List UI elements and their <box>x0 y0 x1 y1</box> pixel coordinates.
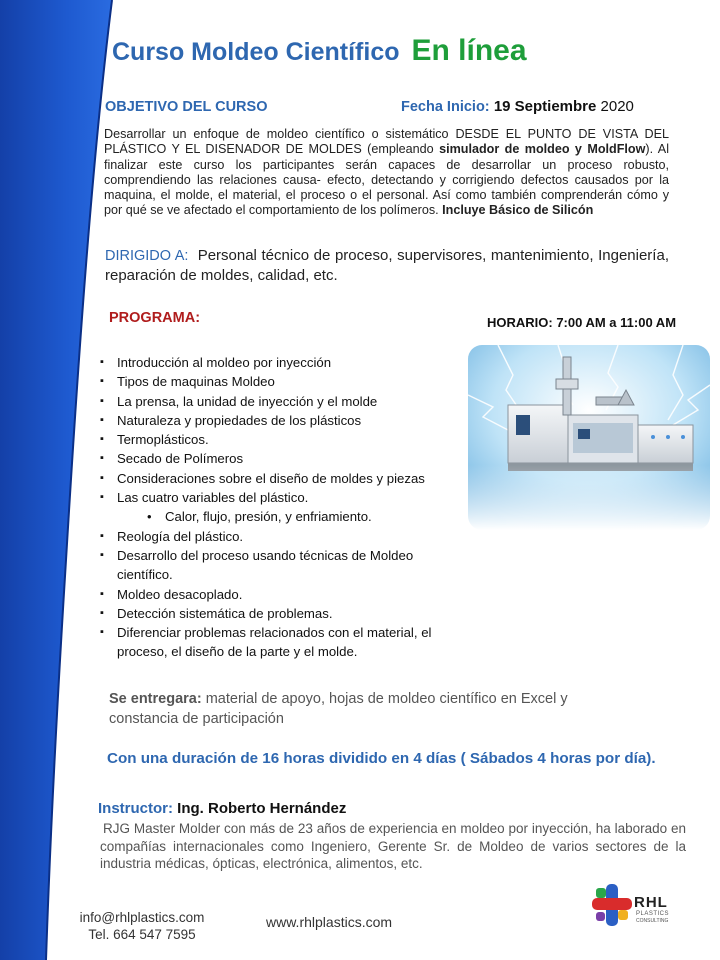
audience-label: DIRIGIDO A: <box>105 248 189 264</box>
deliverables <box>109 689 629 729</box>
program-heading: PROGRAMA: <box>109 310 201 326</box>
list-item: ▪ Introducción al moldeo por inyección <box>117 353 472 372</box>
website-link[interactable]: www.rhlplastics.com <box>266 914 393 930</box>
objective-text-part-2: ). Al finalizar este curso los participantes serán capaces de desarrollar un proceso robusto, comprendiendo las relaciones causa- efecto, detectando y corrigiendo defectos causados por la maquina, el molde, el material, el proceso o el personal. Así como también comprenderán cómo y por qué se ve afectado el comportamiento de los polímeros. <box>104 142 670 218</box>
contact-info <box>72 909 212 943</box>
objective-heading: OBJETIVO DEL CURSO <box>105 99 268 115</box>
contact-phone: Tel. 664 547 7595 <box>88 927 196 942</box>
audience-section <box>105 246 669 286</box>
deliverables-label: Se entregara: <box>109 691 202 707</box>
company-logo <box>590 882 700 932</box>
list-item: ▪ Detección sistemática de problemas. <box>117 604 472 623</box>
list-item: ▪ Las cuatro variables del plástico. <box>117 488 472 507</box>
schedule: HORARIO: 7:00 AM a 11:00 AM <box>487 315 677 330</box>
instructor-bio: RJG Master Molder con más de 23 años de experiencia en moldeo por inyección, ha laborado en compañías internacionales como Ingeniero, Gerente Sr. de Moldeo de varios sectores de la industria médicas, ópticas, electrónica, alimentos, etc. <box>100 821 686 871</box>
list-item: ▪ Termoplásticos. <box>117 430 472 449</box>
start-date-value: 19 Septiembre <box>493 98 597 115</box>
start-date-label: Fecha Inicio: <box>401 99 490 115</box>
instructor-name: Ing. Roberto Hernández <box>177 800 347 817</box>
list-item: ▪ Tipos de maquinas Moldeo <box>117 372 472 391</box>
start-date-year: 2020 <box>600 98 634 115</box>
objective-text-part-1: Desarrollar un enfoque de moldeo científico o sistemático DESDE EL PUNTO DE VISTA DEL PLÁSTICO Y EL DISENADOR DE MOLDES (empleando <box>104 127 669 157</box>
deliverables-text: material de apoyo, hojas de moldeo científico en Excel y constancia de participación <box>109 691 568 727</box>
injection-machine-image <box>468 345 710 530</box>
logo-line-1: PLASTICS <box>636 911 670 917</box>
list-subitem: • Calor, flujo, presión, y enfriamiento. <box>117 507 472 526</box>
program-list <box>117 353 472 662</box>
title-main: Curso Moldeo Científico <box>112 38 400 66</box>
list-item: ▪ Desarrollo del proceso usando técnicas de Moldeo científico. <box>117 546 472 585</box>
start-date <box>401 98 634 115</box>
logo-mark-icon <box>590 882 634 928</box>
objective-text-bold-2: Incluye Básico de Silicón <box>442 203 594 218</box>
logo-name: RHL <box>634 894 668 911</box>
contact-email[interactable]: info@rhlplastics.com <box>79 910 205 925</box>
title-highlight: En línea <box>411 34 527 67</box>
list-item: ▪ Consideraciones sobre el diseño de moldes y piezas <box>117 469 472 488</box>
list-item: ▪ La prensa, la unidad de inyección y el molde <box>117 392 472 411</box>
list-item: ▪ Diferenciar problemas relacionados con el material, el proceso, el diseño de la parte y el molde. <box>117 623 472 662</box>
instructor-label: Instructor: <box>98 800 173 817</box>
logo-line-2: CONSULTING <box>636 918 669 924</box>
list-item: ▪ Secado de Polímeros <box>117 449 472 468</box>
objective-text <box>104 127 669 219</box>
instructor-heading <box>98 800 346 817</box>
course-duration: Con una duración de 16 horas dividido en 4 días ( Sábados 4 horas por día). <box>107 750 656 767</box>
list-item: ▪ Naturaleza y propiedades de los plásticos <box>117 411 472 430</box>
audience-text: Personal técnico de proceso, supervisores, mantenimiento, Ingeniería, reparación de moldes, calidad, etc. <box>105 247 669 284</box>
list-item: ▪ Moldeo desacoplado. <box>117 585 472 604</box>
objective-text-bold-1: simulador de moldeo y MoldFlow <box>439 142 646 157</box>
page-title <box>112 34 527 68</box>
list-item: ▪ Reología del plástico. <box>117 527 472 546</box>
